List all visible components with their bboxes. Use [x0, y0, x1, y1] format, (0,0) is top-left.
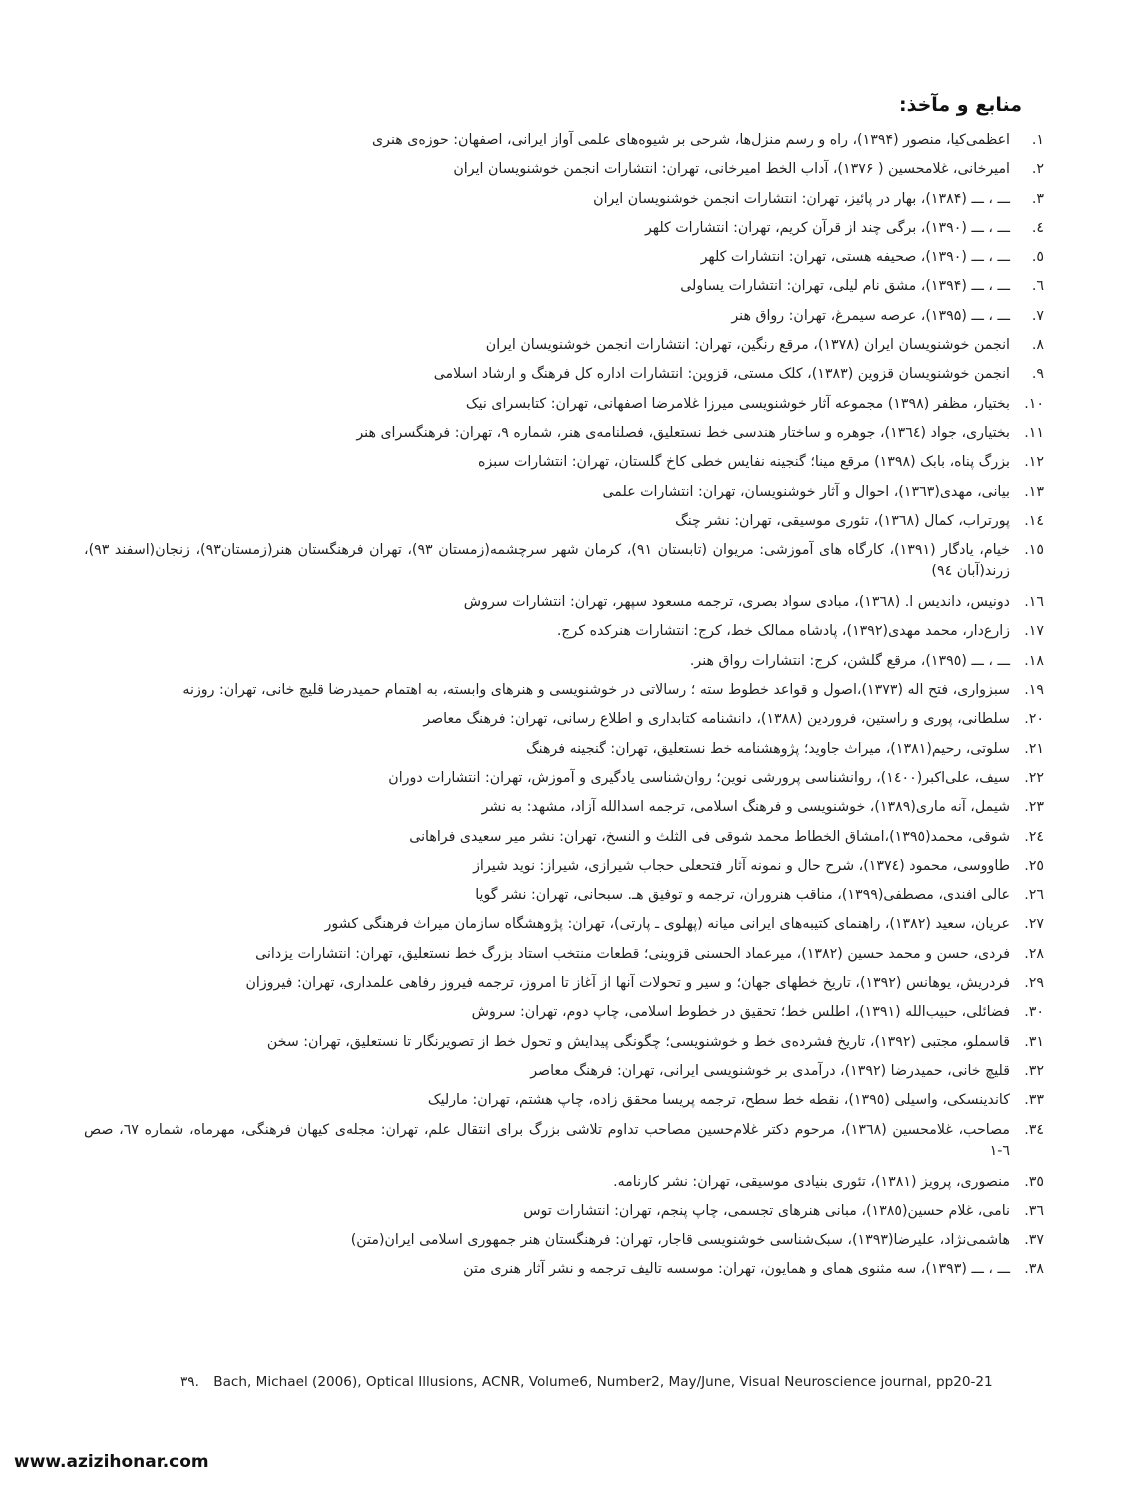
reference-item	[84, 651, 1044, 672]
reference-item	[84, 1259, 1044, 1280]
reference-text: قلیچ خانی، حمیدرضا (۱۳۹۲)، درآمدی بر خوشنویسی ایرانی، تهران: فرهنگ معاصر	[530, 1062, 1010, 1079]
reference-number: ۳.	[1031, 190, 1044, 207]
reference-text: نامی، غلام حسین(۱۳۸٥)، مبانی هنرهای تجسمی، چاپ پنجم، تهران: انتشارات توس	[523, 1202, 1010, 1219]
reference-item	[84, 1002, 1044, 1023]
reference-number: ۱۲.	[1024, 454, 1044, 471]
reference-item	[84, 621, 1044, 642]
reference-number: ۱٥.	[1024, 542, 1044, 559]
reference-text: ـــ ، ـــ (۱۳۹٥)، مرقع گلشن، کرج: انتشارات رواق هنر.	[689, 652, 1010, 669]
reference-item	[84, 739, 1044, 760]
reference-number: ۱۷.	[1024, 623, 1044, 640]
reference-text: سلطانی، پوری و راستین، فروردین (۱۳۸۸)، دانشنامه کتابداری و اطلاع رسانی، تهران: فرهنگ معاصر	[423, 711, 1010, 728]
reference-text: عریان، سعید (۱۳۸۲)، راهنمای کتیبه‌های ایرانی میانه (پهلوی ـ پارتی)، تهران: پژوهشگاه سازمان میراث فرهنگی کشور	[324, 916, 1010, 933]
reference-item	[84, 1201, 1044, 1222]
reference-number: ۱.	[1031, 132, 1044, 148]
reference-text: پورتراب، کمال (۱۳٦۸)، تئوری موسیقی، تهران: نشر چنگ	[675, 512, 1010, 529]
reference-item	[84, 1120, 1044, 1162]
reference-number: ۱۱.	[1024, 424, 1044, 441]
reference-item	[84, 914, 1044, 935]
reference-number: ۲٦.	[1024, 887, 1044, 904]
reference-number: ۳۹.	[180, 1374, 199, 1390]
reference-number: ۹.	[1031, 366, 1044, 383]
reference-item	[84, 885, 1044, 906]
reference-text: منصوری، پرویز (۱۳۸۱)، تئوری بنیادی موسیقی، تهران: نشر کارنامه.	[613, 1173, 1010, 1190]
reference-number: ٦.	[1031, 278, 1044, 295]
reference-text: شوقی، محمد(۱۳۹٥)،امشاق الخطاط محمد شوقی فی الثلث و النسخ، تهران: نشر میر سعیدی فراهانی	[409, 828, 1010, 845]
reference-item	[84, 1172, 1044, 1193]
reference-number: ۱۳.	[1024, 483, 1044, 500]
reference-item	[84, 540, 1044, 582]
reference-number: ۳۲.	[1024, 1062, 1044, 1079]
reference-item	[84, 452, 1044, 473]
reference-text: انجمن خوشنویسان ایران (۱۳۷۸)، مرقع رنگین، تهران: انتشارات انجمن خوشنویسان ایران	[485, 337, 1010, 354]
reference-item	[84, 276, 1044, 297]
reference-text: Bach, Michael (2006), Optical Illusions, ACNR, Volume6, Number2, May/June, Visual Neuroscience journal, pp20-21	[213, 1374, 993, 1390]
reference-number: ۲۷.	[1024, 916, 1044, 933]
reference-item	[84, 680, 1044, 701]
reference-item	[84, 130, 1044, 151]
reference-text: ـــ ، ـــ (۱۳۹۰)، صحیفه هستی، تهران: انتشارات کلهر	[700, 249, 1010, 266]
reference-item	[84, 423, 1044, 444]
reference-number: ۳٥.	[1024, 1173, 1044, 1190]
reference-number: ۲٥.	[1024, 857, 1044, 874]
reference-text: عالی افندی، مصطفی(۱۳۹۹)، مناقب هنروران، ترجمه و توفیق هـ. سبحانی، تهران: نشر گویا	[475, 887, 1010, 904]
reference-number: ۲٤.	[1024, 828, 1044, 845]
reference-item	[84, 709, 1044, 730]
reference-number: ۱۹.	[1024, 682, 1044, 699]
reference-text: ـــ ، ـــ (۱۳۹۳)، سه مثنوی همای و همایون، تهران: موسسه تالیف ترجمه و نشر آثار هنری متن	[463, 1261, 1010, 1278]
reference-item	[84, 768, 1044, 789]
reference-text: هاشمی‌نژاد، علیرضا(۱۳۹۳)، سبک‌شناسی خوشنویسی قاجار، تهران: فرهنگستان هنر جمهوری اسلامی ایران(متن)	[350, 1232, 1010, 1249]
reference-number: ۳۰.	[1024, 1004, 1044, 1021]
reference-text: اعظمی‌کیا، منصور (۱۳۹۴)، راه و رسم منزل‌ها، شرحی بر شیوه‌های علمی آواز ایرانی، اصفهان: حوزه‌ی هنری	[372, 132, 1010, 148]
reference-number: ۱۰.	[1024, 395, 1044, 412]
reference-number: ۲۰.	[1024, 711, 1044, 728]
reference-number: ۱٦.	[1024, 594, 1044, 611]
reference-number: ۲۸.	[1024, 945, 1044, 962]
reference-item	[84, 797, 1044, 818]
reference-text: بزرگ پناه، بابک (۱۳۹۸) مرقع مینا؛ گنجینه نفایس خطی کاخ گلستان، تهران: انتشارات سبزه	[478, 454, 1010, 471]
reference-number: ۷.	[1031, 307, 1044, 324]
reference-item	[84, 159, 1044, 180]
website-url: www.azizihonar.com	[14, 1452, 209, 1472]
reference-item	[84, 247, 1044, 268]
reference-number: ۸.	[1031, 337, 1044, 354]
reference-number: ٥.	[1031, 249, 1044, 266]
reference-text: بختیار، مظفر (۱۳۹۸) مجموعه آثار خوشنویسی میرزا غلامرضا اصفهانی، تهران: کتابسرای نیک	[465, 395, 1010, 412]
reference-text: قاسملو، مجتبی (۱۳۹۲)، تاریخ فشرده‌ی خط و خوشنویسی؛ چگونگی پیدایش و تحول خط از تصویرنگار تا نستعلیق، تهران: سخن	[266, 1033, 1010, 1050]
reference-item	[84, 511, 1044, 532]
reference-text: سلوتی، رحیم(۱۳۸۱)، میراث جاوید؛ پژوهشنامه خط نستعلیق، تهران: گنجینه فرهنگ	[525, 740, 1010, 757]
reference-number: ۳۱.	[1024, 1033, 1044, 1050]
reference-item	[84, 482, 1044, 503]
reference-number: ۳۷.	[1024, 1232, 1044, 1249]
reference-text: فردریش، یوهانس (۱۳۹۲)، تاریخ خطهای جهان؛ و سیر و تحولات آنها از آغاز تا امروز، ترجمه فیروز رفاهی علمداری، تهران: فیروزان	[245, 975, 1010, 992]
reference-number: ۳٤.	[1024, 1121, 1044, 1138]
reference-text: ـــ ، ـــ (۱۳۸۴)، بهار در پائیز، تهران: انتشارات انجمن خوشنویسان ایران	[593, 190, 1010, 207]
reference-text: ـــ ، ـــ (۱۳۹۰)، برگی چند از قرآن کریم، تهران: انتشارات کلهر	[644, 219, 1010, 236]
reference-text: شیمل، آنه ماری(۱۳۸۹)، خوشنویسی و فرهنگ اسلامی، ترجمه اسدالله آزاد، مشهد: به نشر	[481, 799, 1010, 816]
reference-number: ۲۹.	[1024, 975, 1044, 992]
english-reference	[180, 1372, 1040, 1393]
reference-text: بختیاری، جواد (۱۳٦٤)، جوهره و ساختار هندسی خط نستعلیق، فصلنامه‌ی هنر، شماره ۹، تهران: فرهنگسرای هنر	[356, 424, 1010, 441]
reference-item	[84, 1090, 1044, 1111]
reference-item	[84, 189, 1044, 210]
reference-number: ٤.	[1031, 219, 1044, 236]
reference-item	[84, 1230, 1044, 1251]
reference-item	[84, 394, 1044, 415]
reference-text: فردی، حسن و محمد حسین (۱۳۸۲)، میرعماد الحسنی قزوینی؛ قطعات منتخب استاد بزرگ خط نستعلیق، تهران: انتشارات یزدانی	[255, 945, 1010, 962]
references-heading: منابع و مآخذ:	[899, 94, 1022, 116]
reference-item	[84, 1032, 1044, 1053]
reference-item	[84, 1061, 1044, 1082]
reference-number: ۱۸.	[1024, 652, 1044, 669]
reference-text: خیام، یادگار (۱۳۹۱)، کارگاه های آموزشی: مریوان (تابستان ۹۱)، کرمان شهر سرچشمه(زمستان ۹۳)، تهران فرهنگستان هنر(زمستان۹۳)، زنجان(اسفند ۹۳)، زرند(آبان ۹٤)	[84, 542, 1010, 580]
reference-text: ـــ ، ـــ (۱۳۹۴)، مشق نام لیلی، تهران: انتشارات یساولی	[680, 278, 1010, 295]
reference-text: طاووسی، محمود (۱۳۷٤)، شرح حال و نمونه آثار فتحعلی حجاب شیرازی، شیراز: نوید شیراز	[473, 857, 1010, 874]
reference-item	[84, 973, 1044, 994]
reference-number: ۱٤.	[1024, 512, 1044, 529]
reference-item	[84, 218, 1044, 239]
reference-text: کاندینسکی، واسیلی (۱۳۹٥)، نقطه خط سطح، ترجمه پریسا محقق زاده، چاپ هشتم، تهران: مارلیک	[427, 1092, 1010, 1109]
reference-number: ۳۳.	[1024, 1092, 1044, 1109]
reference-item	[84, 592, 1044, 613]
reference-number: ۳٦.	[1024, 1202, 1044, 1219]
reference-item	[84, 364, 1044, 385]
reference-text: بیانی، مهدی(۱۳٦۳)، احوال و آثار خوشنویسان، تهران: انتشارات علمی	[602, 483, 1010, 500]
reference-item	[84, 944, 1044, 965]
reference-text: زارع‌دار، محمد مهدی(۱۳۹۲)، پادشاه ممالک خط، کرج: انتشارات هنرکده کرج.	[556, 623, 1010, 640]
reference-item	[84, 827, 1044, 848]
reference-text: سیف، علی‌اکبر(۱٤۰۰)، روانشناسی پرورشی نوین؛ روان‌شناسی یادگیری و آموزش، تهران: انتشارات دوران	[388, 769, 1010, 786]
references-list	[84, 130, 1044, 1289]
reference-item	[84, 306, 1044, 327]
reference-text: دونیس، داندیس ا. (۱۳٦۸)، مبادی سواد بصری، ترجمه مسعود سپهر، تهران: انتشارات سروش	[463, 594, 1010, 611]
reference-text: ـــ ، ـــ (۱۳۹۵)، عرصه سیمرغ، تهران: رواق هنر	[731, 307, 1010, 324]
reference-item	[84, 856, 1044, 877]
reference-text: فضائلی، حبیب‌الله (۱۳۹۱)، اطلس خط؛ تحقیق در خطوط اسلامی، چاپ دوم، تهران: سروش	[471, 1004, 1010, 1021]
reference-number: ۲۳.	[1024, 799, 1044, 816]
reference-number: ۳۸.	[1024, 1261, 1044, 1278]
reference-text: سبزواری، فتح اله (۱۳۷۳)،اصول و قواعد خطوط سته ؛ رسالاتی در خوشنویسی و هنرهای وابسته، به اهتمام حمیدرضا قلیچ خانی، تهران: روزنه	[182, 682, 1010, 699]
reference-number: ۲۲.	[1024, 769, 1044, 786]
reference-text: مصاحب، غلامحسین (۱۳٦۸)، مرحوم دکتر غلام‌حسین مصاحب تداوم تلاشی بزرگ برای انتقال علم، تهران: مجله‌ی کیهان فرهنگی، مهرماه، شماره ٦۷، صص ٦-۱	[84, 1121, 1010, 1159]
reference-number: ۲.	[1031, 161, 1044, 178]
reference-number: ۲۱.	[1024, 740, 1044, 757]
reference-text: امیرخانی، غلامحسین ( ۱۳۷۶)، آداب الخط امیرخانی، تهران: انتشارات انجمن خوشنویسان ایران	[453, 161, 1010, 178]
reference-text: انجمن خوشنویسان قزوین (۱۳۸۳)، کلک مستی، قزوین: انتشارات اداره کل فرهنگ و ارشاد اسلامی	[433, 366, 1010, 383]
reference-item	[84, 335, 1044, 356]
